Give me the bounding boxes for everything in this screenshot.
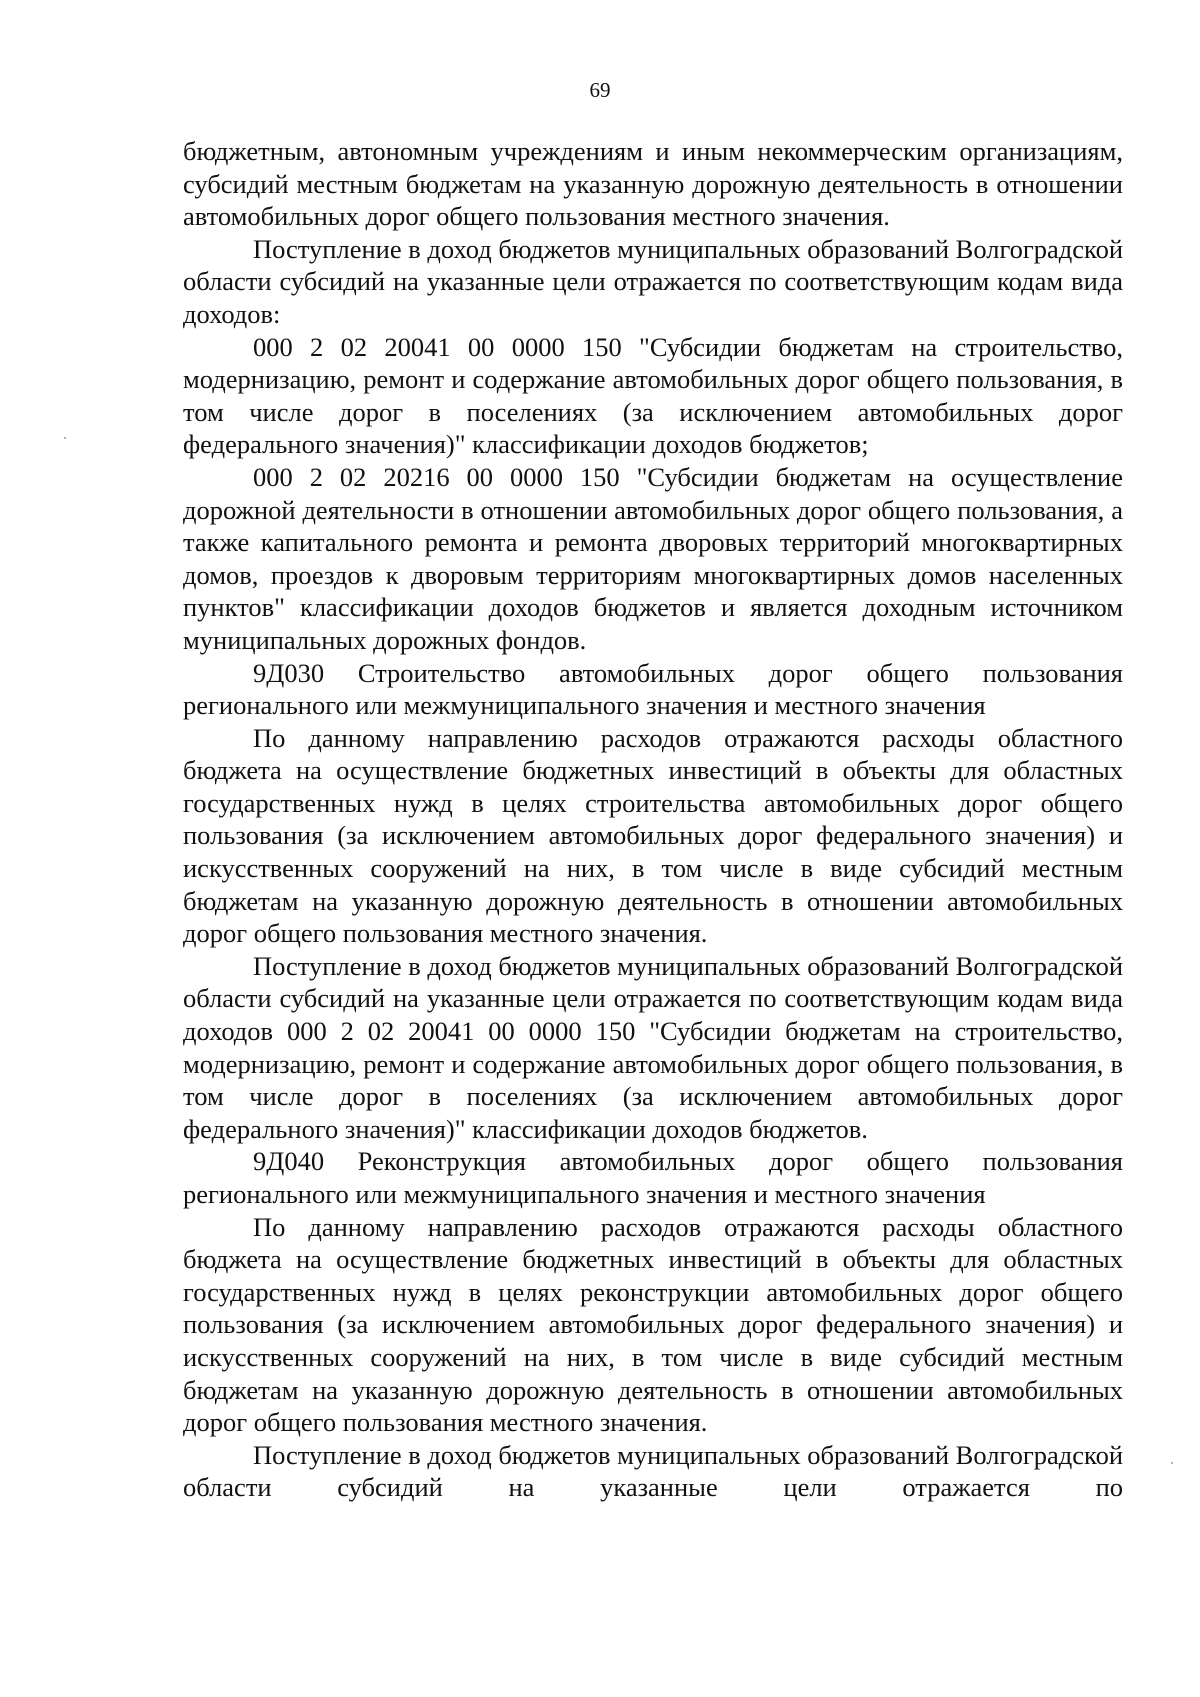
section-heading-9d040: 9Д040 Реконструкция автомобильных дорог общего пользования регионального или межмуниципального значения и местного значения — [183, 1146, 1123, 1209]
paragraph-income-receipt-2: Поступление в доход бюджетов муниципальных образований Волгоградской области субсидий на указанные цели отражается по соответствующим кодам вида доходов 000 2 02 20041 00 0000 150 "Субсидии бюджетам на строительство, модернизацию, ремонт и содержание автомобильных дорог общего пользования, в том числе дорог в поселениях (за исключением автомобильных дорог федерального значения)" классификации доходов бюджетов. — [183, 950, 1123, 1144]
paragraph-code-20216: 000 2 02 20216 00 0000 150 "Субсидии бюджетам на осуществление дорожной деятельности в отношении автомобильных дорог общего пользования, а также капитального ремонта и ремонта дворовых территорий многоквартирных домов, проездов к дворовым территориям многоквартирных домов населенных пунктов" классификации доходов бюджетов и является доходным источником муниципальных дорожных фондов. — [183, 461, 1123, 655]
scan-speck — [1171, 1462, 1173, 1464]
paragraph-code-20041: 000 2 02 20041 00 0000 150 "Субсидии бюджетам на строительство, модернизацию, ремонт и содержание автомобильных дорог общего пользования, в том числе дорог в поселениях (за исключением автомобильных дорог федерального значения)" классификации доходов бюджетов; — [183, 331, 1123, 460]
paragraph-continuation: бюджетным, автономным учреждениям и иным некоммерческим организациям, субсидий местным бюджетам на указанную дорожную деятельность в отношении автомобильных дорог общего пользования местного значения. — [183, 136, 1123, 232]
paragraph-income-receipt-1: Поступление в доход бюджетов муниципальных образований Волгоградской области субсидий на указанные цели отражается по соответствующим кодам вида доходов: — [183, 233, 1123, 329]
paragraph-9d040-description: По данному направлению расходов отражаются расходы областного бюджета на осуществление бюджетных инвестиций в объекты для областных государственных нужд в целях реконструкции автомобильных дорог общего пользования (за исключением автомобильных дорог федерального значения) и искусственных сооружений на них, в том числе в виде субсидий местным бюджетам на указанную дорожную деятельность в отношении автомобильных дорог общего пользования местного значения. — [183, 1211, 1123, 1438]
page-number: 69 — [589, 78, 611, 102]
paragraph-9d030-description: По данному направлению расходов отражаются расходы областного бюджета на осуществление бюджетных инвестиций в объекты для областных государственных нужд в целях строительства автомобильных дорог общего пользования (за исключением автомобильных дорог федерального значения) и искусственных сооружений на них, в том числе в виде субсидий местным бюджетам на указанную дорожную деятельность в отношении автомобильных дорог общего пользования местного значения. — [183, 722, 1123, 949]
paragraph-income-receipt-3: Поступление в доход бюджетов муниципальных образований Волгоградской области субсидий на указанные цели отражается по — [183, 1439, 1123, 1503]
document-body — [183, 135, 1123, 1504]
section-heading-9d030: 9Д030 Строительство автомобильных дорог общего пользования регионального или межмуниципального значения и местного значения — [183, 657, 1123, 721]
scan-speck — [64, 437, 66, 439]
